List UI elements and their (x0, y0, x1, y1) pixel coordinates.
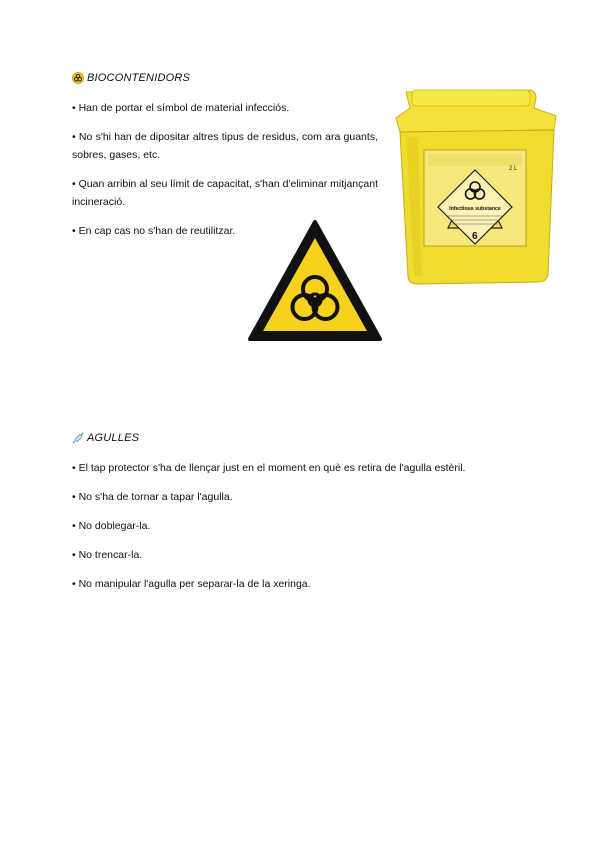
syringe-icon (72, 432, 84, 444)
section-heading-text: BIOCONTENIDORS (87, 72, 191, 84)
list-item: • No s'ha de tornar a tapar l'agulla. (72, 491, 233, 503)
container-label-class: 6 (472, 231, 478, 242)
list-item: • El tap protector s'ha de llençar just en el moment en què es retira de l'agulla estèril. (72, 462, 466, 474)
sharps-container-image (388, 86, 560, 290)
section-heading-agulles (72, 432, 139, 444)
list-item: • En cap cas no s'han de reutilitzar. (72, 225, 236, 237)
list-item: • Quan arribin al seu límit de capacitat, s'han d'eliminar mitjançant incineració. (72, 178, 378, 208)
list-item: • No doblegar-la. (72, 520, 151, 532)
section-heading-biocontenidors (72, 72, 190, 84)
biohazard-warning-sign (246, 218, 384, 344)
list-item: • No manipular l'agulla per separar-la de la xeringa. (72, 578, 311, 590)
list-item: • Han de portar el símbol de material infecciós. (72, 102, 290, 114)
biohazard-icon (72, 72, 84, 84)
list-item: • No trencar-la. (72, 549, 143, 561)
agulles-list (72, 460, 532, 605)
section-heading-text: AGULLES (87, 432, 140, 444)
container-label-title: Infectious substance (449, 206, 501, 212)
list-item: • No s'hi han de dipositar altres tipus de residus, com ara guants, sobres, gases, etc. (72, 131, 378, 161)
container-label-capacity: 2 L (509, 166, 518, 172)
